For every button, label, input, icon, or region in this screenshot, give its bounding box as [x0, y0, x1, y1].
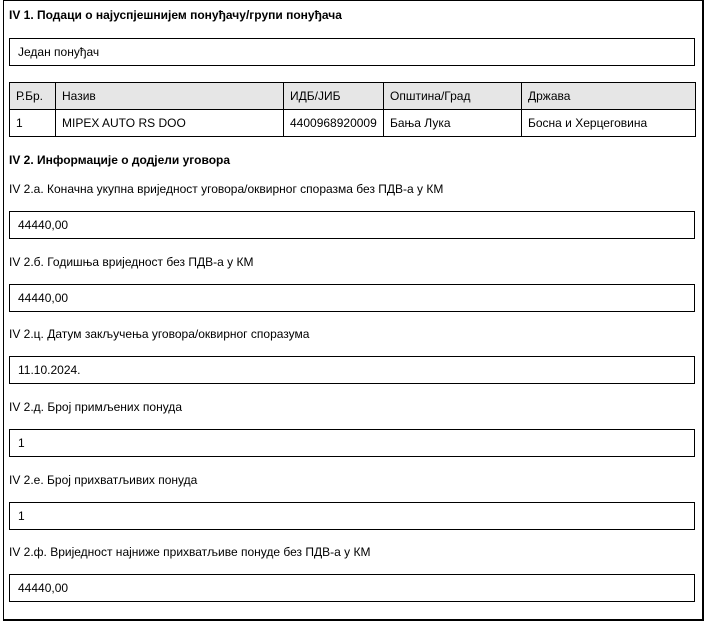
col-header-municipality: Општина/Град — [384, 83, 522, 110]
field-label-2f: IV 2.ф. Вриједност најниже прихватљиве понуде без ПДВ-а у КМ — [9, 545, 371, 559]
field-value-2e: 1 — [9, 502, 695, 530]
section-iv2-heading: IV 2. Информације о додјели уговора — [9, 153, 231, 167]
col-header-number: Р.Бр. — [10, 83, 56, 110]
field-value-2d: 1 — [9, 429, 695, 457]
field-value-2b: 44440,00 — [9, 284, 695, 312]
table-header-row — [10, 83, 696, 110]
cell-municipality: Бања Лука — [384, 110, 522, 137]
field-label-2c: IV 2.ц. Датум закључења уговора/оквирног споразума — [9, 327, 310, 341]
bidder-type-field: Један понуђач — [9, 38, 695, 66]
cell-name: MIPEX AUTO RS DOO — [56, 110, 284, 137]
bidder-table — [9, 82, 696, 137]
field-label-2d: IV 2.д. Број примљених понуда — [9, 400, 182, 414]
col-header-country: Држава — [522, 83, 696, 110]
col-header-name: Назив — [56, 83, 284, 110]
col-header-idb: ИДБ/ЈИБ — [284, 83, 384, 110]
field-value-2a: 44440,00 — [9, 211, 695, 239]
table-row — [10, 110, 696, 137]
section-iv1-heading: IV 1. Подаци о најуспјешнијем понуђачу/групи понуђача — [9, 8, 342, 22]
cell-idb: 4400968920009 — [284, 110, 384, 137]
field-value-2c: 11.10.2024. — [9, 356, 695, 384]
field-label-2e: IV 2.е. Број прихватљивих понуда — [9, 473, 198, 487]
field-label-2b: IV 2.б. Годишња вриједност без ПДВ-а у КМ — [9, 255, 254, 269]
cell-country: Босна и Херцеговина — [522, 110, 696, 137]
field-value-2f: 44440,00 — [9, 574, 695, 602]
field-label-2a: IV 2.а. Коначна укупна вриједност уговора/оквирног споразма без ПДВ-а у КМ — [9, 182, 444, 196]
cell-number: 1 — [10, 110, 56, 137]
